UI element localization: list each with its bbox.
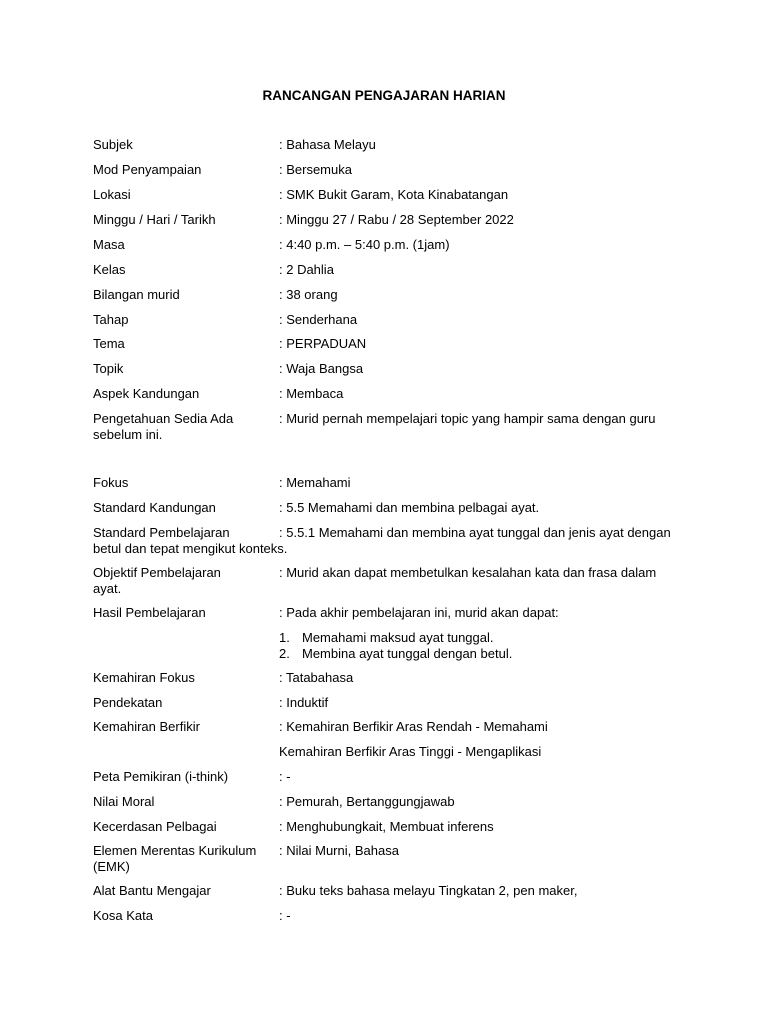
value-masa: : 4:40 p.m. – 5:40 p.m. (1jam) (279, 237, 450, 252)
value-kemahiran-berfikir: : Kemahiran Berfikir Aras Rendah - Memahami (279, 719, 548, 734)
value-objektif-pembelajaran: : Murid akan dapat membetulkan kesalahan kata dan frasa dalam (279, 565, 657, 580)
value-kelas: : 2 Dahlia (279, 262, 334, 277)
list-item: Membina ayat tunggal dengan betul. (302, 646, 513, 661)
value-pengetahuan-sedia-ada: : Murid pernah mempelajari topic yang hampir sama dengan guru (279, 411, 656, 426)
value-tema: : PERPADUAN (279, 336, 367, 351)
label-subjek: Subjek (93, 137, 133, 152)
label-kecerdasan-pelbagai: Kecerdasan Pelbagai (93, 819, 217, 834)
label-hasil-pembelajaran: Hasil Pembelajaran (93, 605, 206, 620)
value-minggu-hari-tarikh: : Minggu 27 / Rabu / 28 September 2022 (279, 212, 514, 227)
label-pendekatan: Pendekatan (93, 695, 163, 710)
label-nilai-moral: Nilai Moral (93, 794, 155, 809)
value-pengetahuan-sedia-ada-cont: sebelum ini. (93, 427, 163, 442)
value-kecerdasan-pelbagai: : Menghubungkait, Membuat inferens (279, 819, 494, 834)
label-standard-kandungan: Standard Kandungan (93, 500, 216, 515)
value-pendekatan: : Induktif (279, 695, 329, 710)
document-title: RANCANGAN PENGAJARAN HARIAN (262, 88, 506, 103)
label-fokus: Fokus (93, 475, 129, 490)
value-hasil-pembelajaran: : Pada akhir pembelajaran ini, murid akan dapat: (279, 605, 559, 620)
label-tahap: Tahap (93, 312, 129, 327)
label-bilangan-murid: Bilangan murid (93, 287, 180, 302)
label-kemahiran-fokus: Kemahiran Fokus (93, 670, 195, 685)
value-topik: : Waja Bangsa (279, 361, 364, 376)
label-elemen-merentas-kurikulum-2: (EMK) (93, 859, 130, 874)
value-elemen-merentas-kurikulum: : Nilai Murni, Bahasa (279, 843, 399, 858)
list-item: Memahami maksud ayat tunggal. (302, 630, 494, 645)
value-kemahiran-berfikir-2: Kemahiran Berfikir Aras Tinggi - Mengaplikasi (279, 744, 542, 759)
label-alat-bantu-mengajar: Alat Bantu Mengajar (93, 883, 211, 898)
label-pengetahuan-sedia-ada: Pengetahuan Sedia Ada (93, 411, 234, 426)
value-subjek: : Bahasa Melayu (279, 137, 376, 152)
value-standard-kandungan: : 5.5 Memahami dan membina pelbagai ayat. (279, 500, 540, 515)
value-standard-pembelajaran: : 5.5.1 Memahami dan membina ayat tunggal dan jenis ayat dengan (279, 525, 671, 540)
label-kosa-kata: Kosa Kata (93, 908, 153, 923)
value-mod-penyampaian: : Bersemuka (279, 162, 352, 177)
label-standard-pembelajaran: Standard Pembelajaran (93, 525, 230, 540)
list-item-number: 2. (279, 646, 290, 661)
label-masa: Masa (93, 237, 125, 252)
label-tema: Tema (93, 336, 125, 351)
label-lokasi: Lokasi (93, 187, 131, 202)
value-peta-pemikiran: : - (279, 769, 291, 784)
label-minggu-hari-tarikh: Minggu / Hari / Tarikh (93, 212, 216, 227)
label-elemen-merentas-kurikulum: Elemen Merentas Kurikulum (93, 843, 257, 858)
label-kemahiran-berfikir: Kemahiran Berfikir (93, 719, 200, 734)
value-tahap: : Senderhana (279, 312, 358, 327)
value-objektif-pembelajaran-cont: ayat. (93, 581, 122, 596)
label-peta-pemikiran: Peta Pemikiran (i-think) (93, 769, 229, 784)
label-kelas: Kelas (93, 262, 126, 277)
label-mod-penyampaian: Mod Penyampaian (93, 162, 202, 177)
value-nilai-moral: : Pemurah, Bertanggungjawab (279, 794, 455, 809)
value-aspek-kandungan: : Membaca (279, 386, 344, 401)
value-lokasi: : SMK Bukit Garam, Kota Kinabatangan (279, 187, 509, 202)
value-alat-bantu-mengajar: : Buku teks bahasa melayu Tingkatan 2, pen maker, (279, 883, 578, 898)
label-objektif-pembelajaran: Objektif Pembelajaran (93, 565, 221, 580)
value-fokus: : Memahami (279, 475, 351, 490)
value-kemahiran-fokus: : Tatabahasa (279, 670, 354, 685)
label-aspek-kandungan: Aspek Kandungan (93, 386, 200, 401)
list-item-number: 1. (279, 630, 290, 645)
value-standard-pembelajaran-cont: betul dan tepat mengikut konteks. (93, 541, 288, 556)
value-bilangan-murid: : 38 orang (279, 287, 338, 302)
value-kosa-kata: : - (279, 908, 291, 923)
label-topik: Topik (93, 361, 124, 376)
